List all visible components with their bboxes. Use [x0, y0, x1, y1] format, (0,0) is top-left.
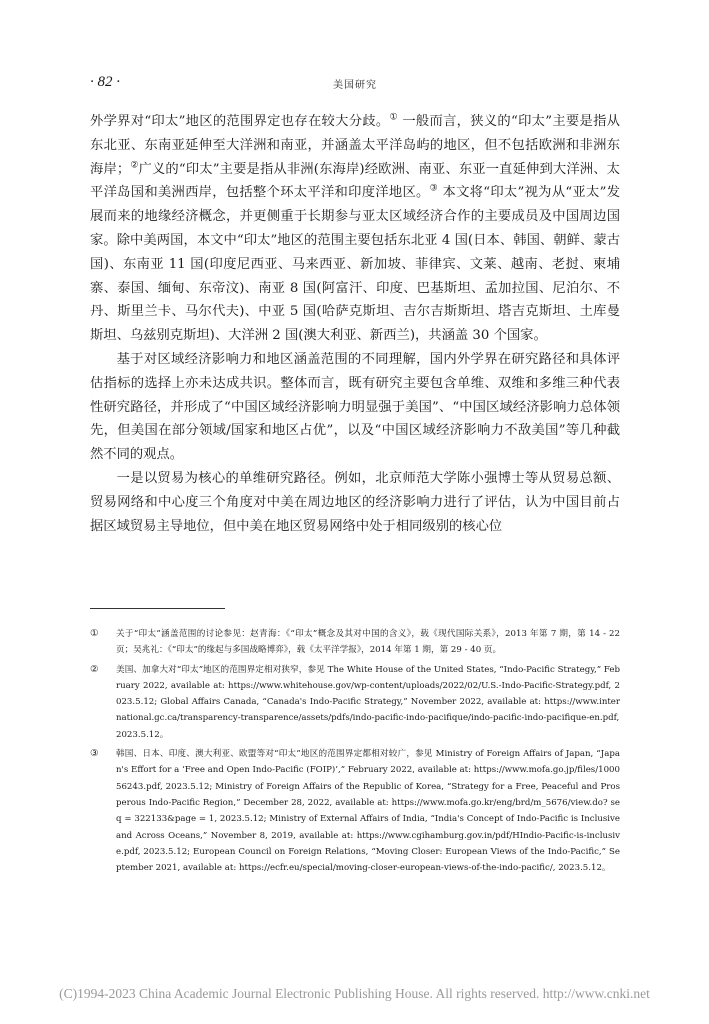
page-number: · 82 ·: [90, 74, 120, 90]
paragraph-text: 广义的“印太”主要是指从非洲(东海岸)经欧洲、南亚、东亚一直延伸到大洋洲、太平洋岛国和美洲西岸，包括整个环太平洋和印度洋地区。: [90, 161, 620, 201]
footnotes: [90, 626, 620, 879]
footnote-ref-3[interactable]: ③: [429, 183, 438, 194]
footnote-text: 美国、加拿大对“印太”地区的范围界定相对狭窄，参见 The White House of the United States, “Indo-Pacific Strategy,” February 2022, available at: https://www.whitehouse.gov/wp-content/uploads/2022/02/U.S.-Indo-Pacific-Strategy.pdf, 2023.5.12; Global Affairs Canada, “Canada's Indo-Pacific Strategy,” November 2022, available at: https://www.international.gc.ca/transparency-transparence/assets/pdfs/indo-pacific-indo-pacifique/indo-pacific-indo-pacifique-en.pdf, 2023.5.12。: [116, 664, 620, 740]
body-paragraph-1: [90, 110, 620, 348]
body-paragraph-2: 基于对区域经济影响力和地区涵盖范围的不同理解，国内外学界在研究路径和具体评估指标的选择上亦未达成共识。整体而言，既有研究主要包含单维、双维和多维三种代表性研究路径，并形成了“中国区域经济影响力明显强于美国”、“中国区域经济影响力总体领先，但美国在部分领域/国家和地区占优”，以及“中国区域经济影响力不敌美国”等几种截然不同的观点。: [90, 351, 620, 463]
body-paragraph-3: 一是以贸易为核心的单维研究路径。例如，北京师范大学陈小强博士等从贸易总额、贸易网络和中心度三个角度对中美在周边地区的经济影响力进行了评估，认为中国目前占据区域贸易主导地位，但中美在地区贸易网络中处于相同级别的核心位: [90, 470, 620, 534]
paragraph-text: 本文将“印太”视为从“亚太”发展而来的地缘经济概念，并更侧重于长期参与亚太区域经济合作的主要成员及中国周边国家。除中美两国，本文中“印太”地区的范围主要包括东北亚 4 国(日本、韩国、朝鲜、蒙古国)、东南亚 11 国(印度尼西亚、马来西亚、新加坡、菲律宾、文莱、越南、老挝、柬埔寨、泰国、缅甸、东帝汶)、南亚 8 国(阿富汗、印度、巴基斯坦、孟加拉国、尼泊尔、不丹、斯里兰卡、马尔代夫)、中亚 5 国(哈萨克斯坦、吉尔吉斯斯坦、塔吉克斯坦、土库曼斯坦、乌兹别克斯坦)、大洋洲 2 国(澳大利亚、新西兰)，共涵盖 30 个国家。: [90, 185, 620, 344]
footnote-2: [90, 662, 620, 743]
footnote-text: 韩国、日本、印度、澳大利亚、欧盟等对“印太”地区的范围界定都相对较广，参见 Ministry of Foreign Affairs of Japan, “Japan's Effort for a ‘Free and Open Indo-Pacific (FOIP)’,” February 2022, available at: https://www.mofa.go.jp/files/100056243.pdf, 2023.5.12; Ministry of Foreign Affairs of the Republic of Korea, “Strategy for a Free, Peaceful and Prosperous Indo-Pacific Region,” December 28, 2022, available at: https://www.mofa.go.kr/eng/brd/m_5676/view.do? seq = 322133&page = 1, 2023.5.12; Ministry of External Affairs of India, “India's Concept of Indo-Pacific is Inclusive and Across Oceans,” November 8, 2019, available at: https://www.cgihamburg.gov.in/pdf/HIndio-Pacific-is-inclusive.pdf, 2023.5.12; European Council on Foreign Relations, “Moving Closer: European Views of the Indo-Pacific,” September 2021, available at: https://ecfr.eu/special/moving-closer-european-views-of-the-indo-pacific/, 2023.5.12。: [116, 749, 620, 874]
footnote-ref-1[interactable]: ①: [389, 112, 398, 123]
footnote-marker: ③: [90, 748, 99, 760]
footnote-marker: ①: [90, 628, 99, 639]
copyright-watermark: (C)1994-2023 China Academic Journal Electronic Publishing House. All rights reserved. http://www.cnki.net: [59, 986, 650, 1001]
main-text: [90, 110, 620, 538]
footnote-divider: [90, 608, 225, 609]
footnote-ref-2[interactable]: ②: [130, 160, 139, 171]
footnote-1: [90, 626, 620, 659]
page-header: [90, 72, 620, 92]
paragraph-text: 外学界对“印太”地区的范围界定也存在较大分歧。: [90, 114, 390, 129]
running-title: 美国研究: [333, 80, 377, 91]
paragraph-text: 一般而言，狭义的“印太”主要是指从东北亚、东南亚延伸至大洋洲和南亚，并涵盖太平洋岛屿的地区，但不包括欧洲和非洲东海岸；: [90, 114, 620, 177]
footnote-text: 关于“印太”涵盖范围的讨论参见：赵青海：《“印太”概念及其对中国的含义》，载《现代国际关系》，2013 年第 7 期，第 14 - 22 页；吴兆礼：《“印太”的缘起与多国战略博弈》，载《太平洋学报》，2014 年第 1 期，第 29 - 40 页。: [116, 629, 620, 656]
footnote-marker: ②: [90, 663, 99, 675]
footnote-3: [90, 746, 620, 876]
